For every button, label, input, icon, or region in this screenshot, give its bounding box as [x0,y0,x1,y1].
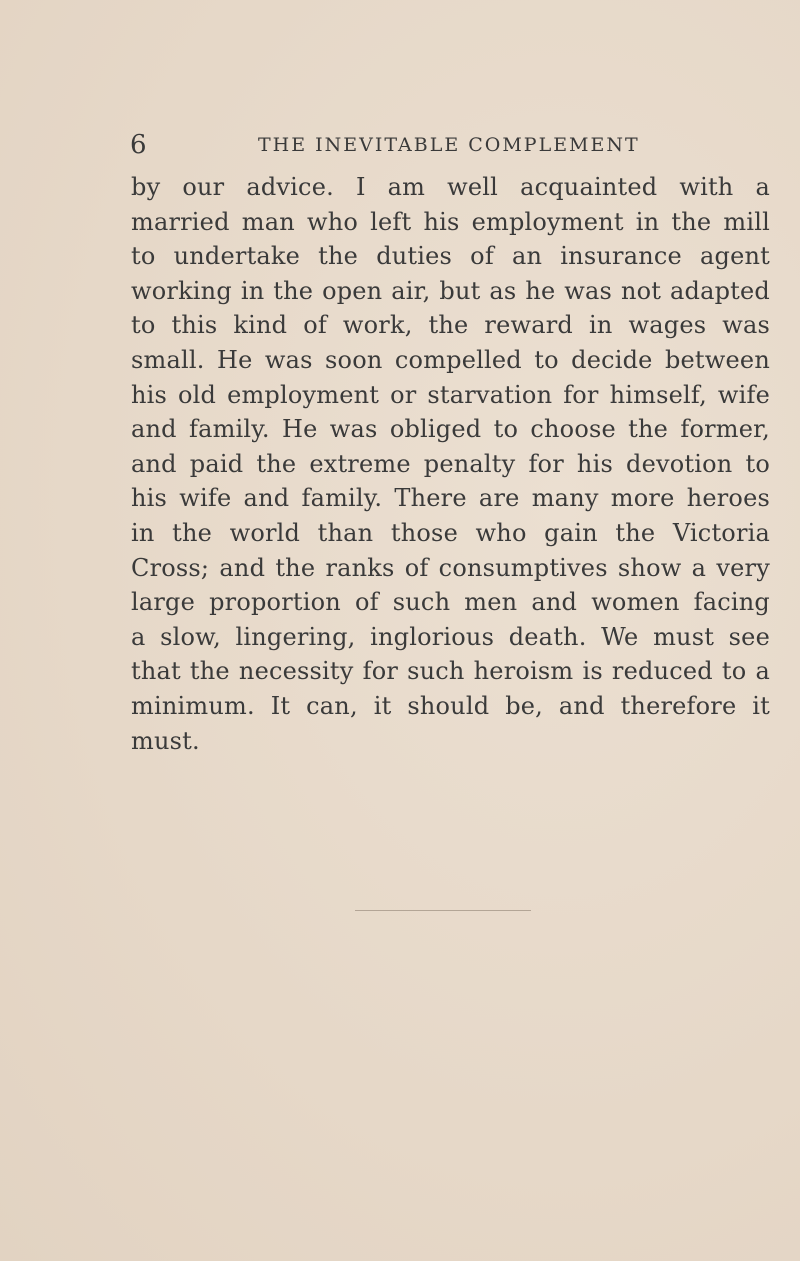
text-line: and paid the extreme penalty for his devotion to [131,449,770,478]
text-line: his old employment or starvation for himself, wife [131,380,770,409]
text-line: to this kind of work, the reward in wages was [131,311,770,340]
text-line: small. He was soon compelled to decide between [131,345,770,374]
running-head: THE INEVITABLE COMPLEMENT [258,134,640,156]
text-line: married man who left his employment in the mill [131,207,770,236]
text-line: his wife and family. There are many more heroes [131,484,770,513]
text-line: minimum. It can, it should be, and therefore it [131,691,770,720]
text-line: by our advice. I am well acquainted with a [131,173,770,201]
text-line: a slow, lingering, inglorious death. We must see [131,622,770,651]
text-line: to undertake the duties of an insurance agent [131,242,770,271]
text-line: large proportion of such men and women facing [131,588,770,617]
body-paragraph [131,170,770,758]
text-line: that the necessity for such heroism is reduced to a [131,657,770,686]
text-line: Cross; and the ranks of consumptives show a very [131,553,770,582]
text-line: must. [131,726,200,755]
text-line: in the world than those who gain the Victoria [131,518,770,547]
text-line: and family. He was obliged to choose the former, [131,415,770,444]
section-divider [355,910,531,911]
page-number: 6 [130,130,147,160]
text-line: working in the open air, but as he was not adapted [131,276,770,305]
page-header [130,128,770,162]
